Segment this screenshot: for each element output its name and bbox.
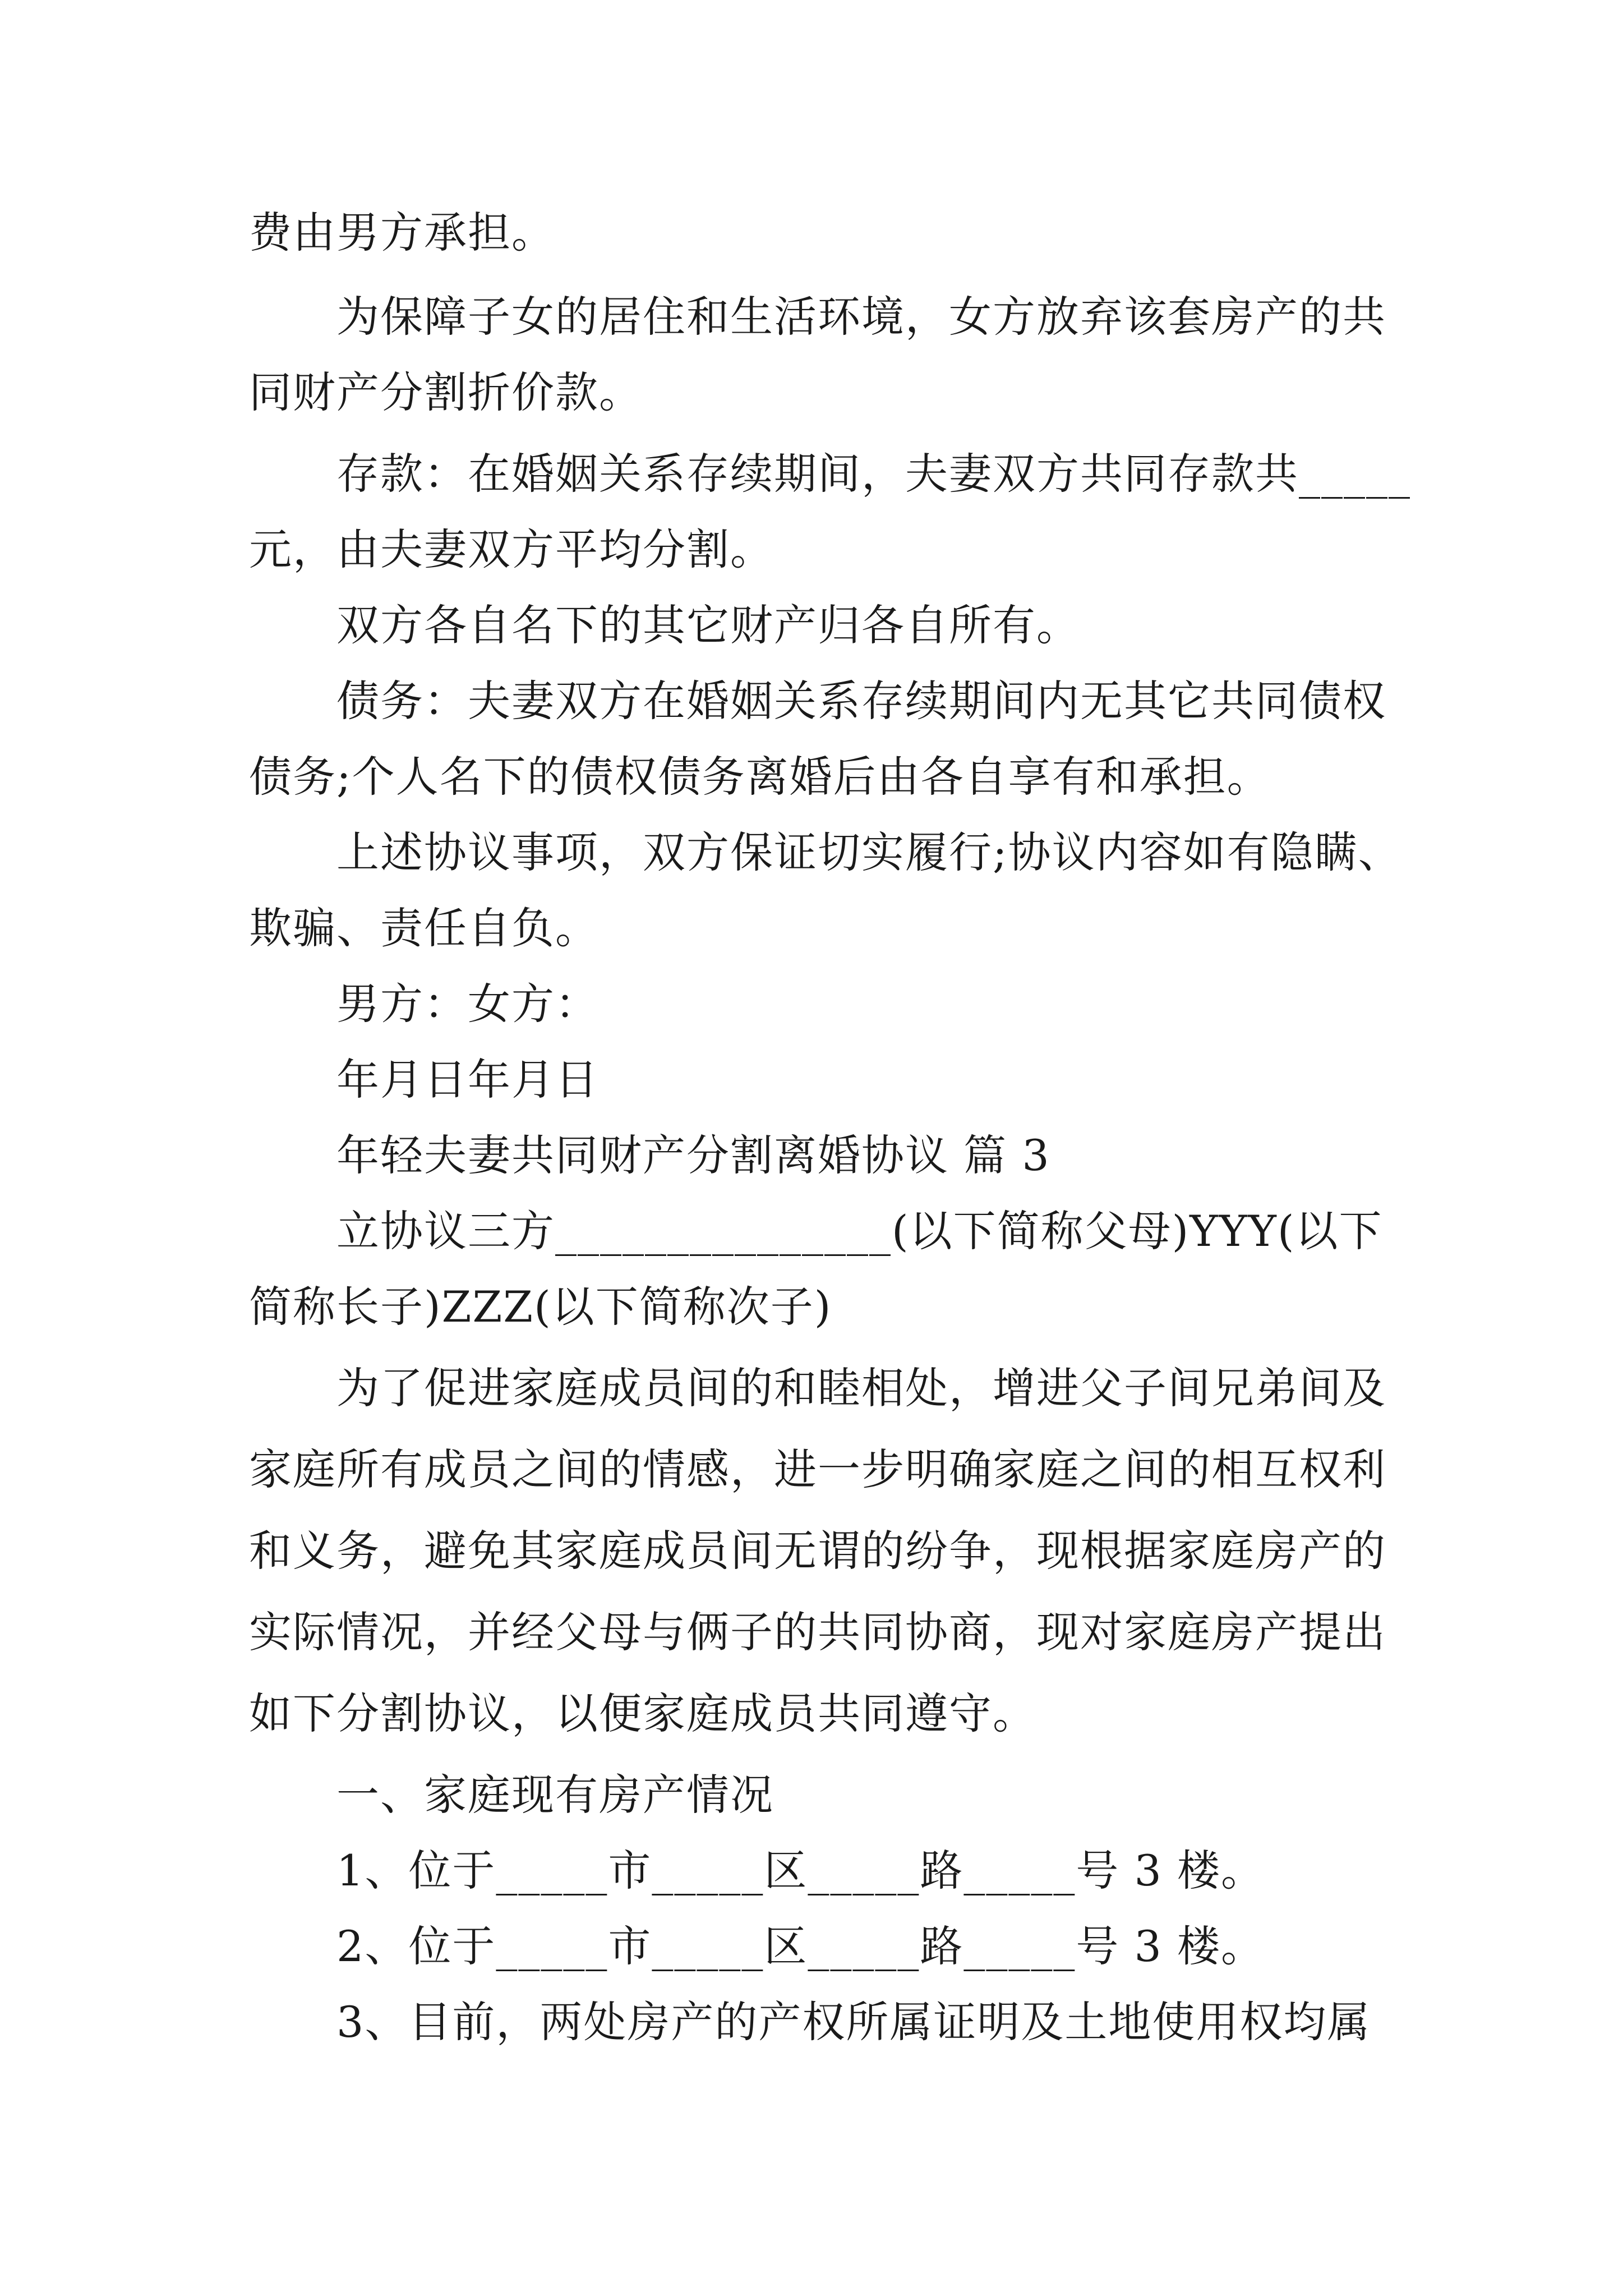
- text-line: 为了促进家庭成员间的和睦相处，增进父子间兄弟间及: [336, 1363, 1386, 1413]
- text-line: 存款：在婚姻关系存续期间，夫妻双方共同存款共_____: [336, 449, 1411, 499]
- text-line: 男方：女方：: [336, 979, 599, 1029]
- text-line: 如下分割协议，以便家庭成员共同遵守。: [249, 1688, 1036, 1738]
- text-line: 3、目前，两处房产的产权所属证明及土地使用权均属: [336, 1997, 1371, 2047]
- text-line: 双方各自名下的其它财产归各自所有。: [336, 600, 1080, 650]
- text-line: 年月日年月日: [336, 1055, 599, 1105]
- text-line: 欺骗、责任自负。: [249, 903, 599, 953]
- text-line: 为保障子女的居住和生活环境，女方放弃该套房产的共: [336, 292, 1386, 342]
- text-line: 2、位于_____市_____区_____路_____号 3 楼。: [336, 1921, 1265, 1971]
- text-line: 1、位于_____市_____区_____路_____号 3 楼。: [336, 1846, 1265, 1895]
- text-line: 立协议三方_______________(以下简称父母)YYY(以下: [336, 1206, 1383, 1256]
- text-line: 家庭所有成员之间的情感，进一步明确家庭之间的相互权利: [249, 1444, 1386, 1494]
- text-line: 元，由夫妻双方平均分割。: [249, 524, 774, 574]
- section-heading: 年轻夫妻共同财产分割离婚协议 篇 3: [336, 1130, 1050, 1180]
- text-line: 一、家庭现有房产情况: [336, 1770, 774, 1820]
- text-line: 简称长子)ZZZ(以下简称次子): [249, 1282, 832, 1332]
- text-line: 债务;个人名下的债权债务离婚后由各自享有和承担。: [249, 752, 1271, 802]
- text-line: 和义务，避免其家庭成员间无谓的纷争，现根据家庭房产的: [249, 1526, 1386, 1576]
- text-line: 实际情况，并经父母与俩子的共同协商，现对家庭房产提出: [249, 1607, 1386, 1657]
- text-line: 同财产分割折价款。: [249, 367, 643, 417]
- text-line: 上述协议事项，双方保证切实履行;协议内容如有隐瞒、: [336, 827, 1402, 877]
- text-line: 债务：夫妻双方在婚姻关系存续期间内无其它共同债权: [336, 676, 1386, 726]
- text-line: 费由男方承担。: [249, 208, 555, 257]
